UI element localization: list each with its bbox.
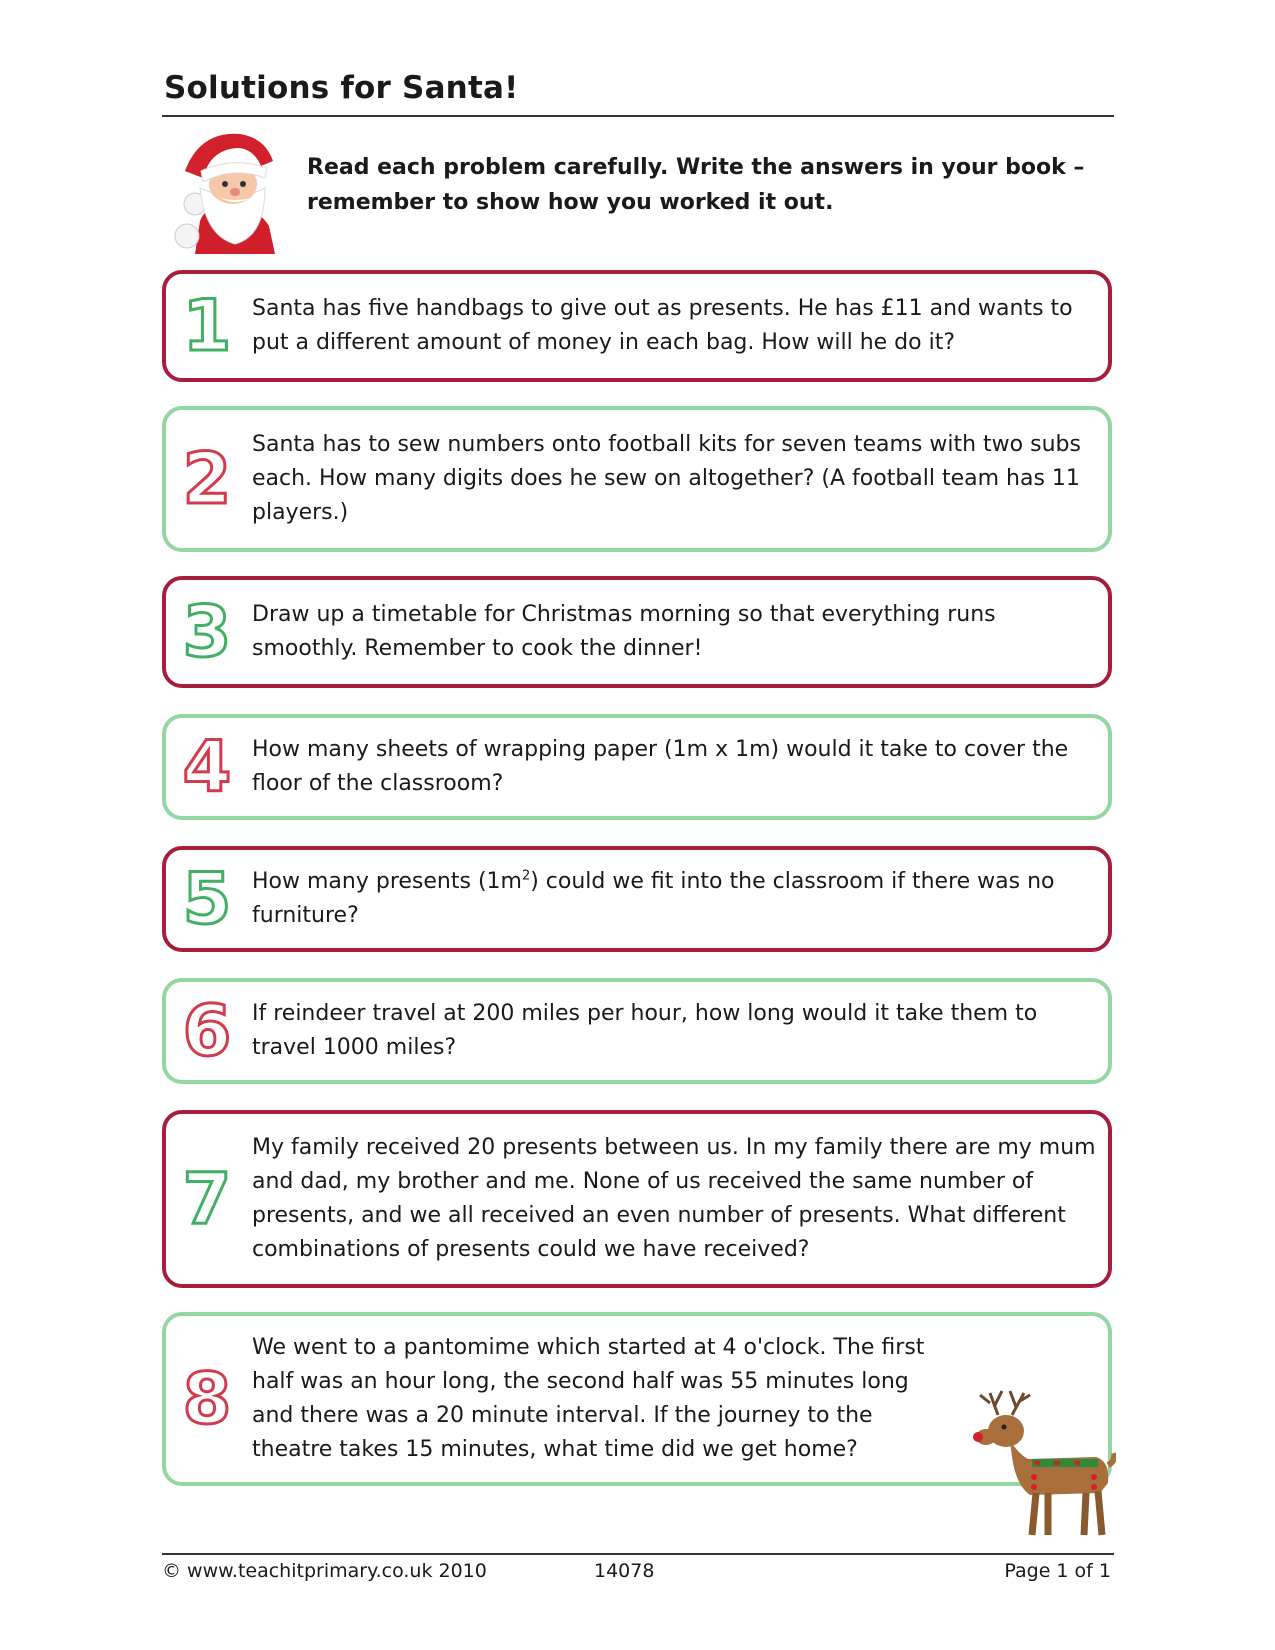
footer-copyright: © www.teachitprimary.co.uk 2010: [162, 1560, 487, 1582]
problem-card-3: [162, 576, 1112, 688]
instructions: Read each problem carefully. Write the answers in your book – remember to show how you worked it out.: [307, 155, 1085, 215]
footer-code: 14078: [594, 1560, 655, 1582]
footer-page: Page 1 of 1: [1004, 1560, 1111, 1582]
superscript: 2: [521, 868, 531, 884]
page-title: Solutions for Santa!: [164, 70, 519, 106]
problem-number: 8: [182, 1358, 232, 1440]
problem-number: 4: [182, 726, 232, 808]
reindeer-icon: [968, 1385, 1116, 1545]
problem-card-6: [162, 978, 1112, 1084]
problem-number: 3: [182, 591, 232, 673]
problem-number: 1: [182, 285, 232, 367]
problem-text: How many sheets of wrapping paper (1m x 1m) would it take to cover the floor of the classroom?: [252, 737, 1069, 796]
santa-icon: [165, 126, 287, 254]
title-divider: [162, 115, 1114, 117]
problem-number: 5: [182, 858, 232, 940]
problem-text: How many presents $(1m^2)$ could we fit into the classroom if there was no furniture?: [252, 868, 1055, 928]
footer-divider: [162, 1553, 1114, 1555]
problem-number: 2: [182, 438, 232, 520]
problem-card-5: [162, 846, 1112, 952]
problem-text: If reindeer travel at 200 miles per hour, how long would it take them to travel 1000 miles?: [252, 1001, 1038, 1060]
problem-number: 6: [182, 990, 232, 1072]
problem-card-4: [162, 714, 1112, 820]
problem-text: My family received 20 presents between us. In my family there are my mum and dad, my brother and me. None of us received the same number of presents, and we all received an even number of presents. What different combinations of presents could we have received?: [252, 1135, 1096, 1262]
problem-card-7: [162, 1110, 1112, 1288]
problem-card-2: [162, 406, 1112, 552]
problem-text: We went to a pantomime which started at 4 o'clock. The first half was an hour long, the second half was 55 minutes long and there was a 20 minute interval. If the journey to the theatre takes 15 minutes, what time did we get home?: [252, 1335, 925, 1462]
problem-text: Draw up a timetable for Christmas morning so that everything runs smoothly. Remember to cook the dinner!: [252, 602, 996, 661]
problem-card-1: [162, 270, 1112, 382]
problem-number: 7: [182, 1158, 232, 1240]
problem-text: Santa has five handbags to give out as presents. He has £11 and wants to put a different amount of money in each bag. How will he do it?: [252, 296, 1073, 355]
problem-text: Santa has to sew numbers onto football kits for seven teams with two subs each. How many digits does he sew on altogether? (A football team has 11 players.): [252, 432, 1081, 525]
